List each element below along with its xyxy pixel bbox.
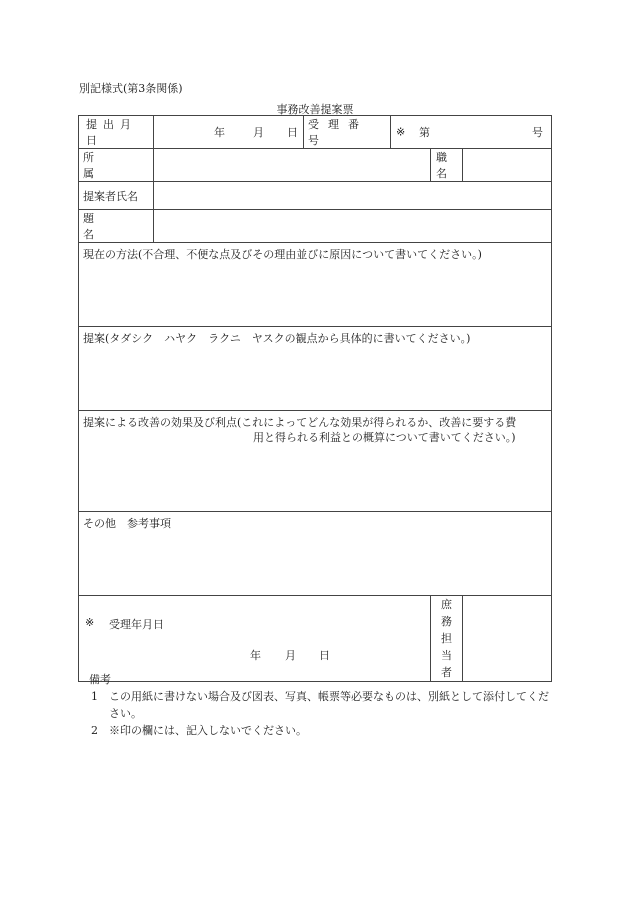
date-day-text: 日 [287,126,298,139]
date-label: 提出月日 [86,118,137,147]
row-subject [79,210,552,243]
staff-field[interactable] [463,596,552,682]
date-month-text: 月 [253,126,264,139]
receipt-day-text: 日 [319,649,330,662]
form-title: 事務改善提案票 [276,103,354,116]
name-label: 提案者氏名 [83,189,138,203]
subject-field[interactable] [154,210,552,243]
form-label: 別記様式(第3条関係) [79,82,183,95]
note-item-1 [79,688,559,722]
staff-char: 担 [441,632,452,645]
note-item-2-num: 2 [91,724,98,737]
receipt-dai-text: 第 [419,126,430,139]
staff-char: 庶 [441,598,452,611]
receipt-date-mark: ※ [85,616,95,629]
current-method-label: 現在の方法(不合理、不便な点及びその理由並びに原因について書いてください。) [83,248,482,261]
position-label-cell [431,149,463,182]
row-date-receipt [79,116,552,149]
position-label: 職名 [436,151,457,180]
other-field[interactable] [79,512,552,596]
name-label-cell [79,182,154,210]
position-field[interactable] [463,149,552,182]
receipt-year-text: 年 [250,649,261,662]
proposal-form-table [78,115,552,682]
notes [79,671,559,739]
note-item-2 [79,722,559,739]
row-current-method [79,243,552,327]
affiliation-label: 所属 [83,151,136,180]
row-other [79,512,552,596]
note-item-1-text: この用紙に書けない場合及び図表、写真、帳票等必要なものは、別紙として添付してください。 [109,690,549,720]
receipt-date-field [79,596,431,682]
row-effect [79,411,552,512]
notes-heading: 備考 [89,673,111,686]
other-label: その他 参考事項 [83,517,171,530]
name-field[interactable] [154,182,552,210]
row-affiliation [79,149,552,182]
staff-char: 務 [441,615,452,628]
receipt-date-label: 受理年月日 [109,618,164,631]
receipt-number-field[interactable] [391,116,552,149]
receipt-go-text: 号 [532,126,543,139]
affiliation-label-cell [79,149,154,182]
receipt-mark: ※ [396,125,406,139]
staff-char: 当 [441,649,452,662]
date-label-cell [79,116,154,149]
receipt-number-label: 受理番号 [308,118,368,147]
effect-field[interactable] [79,411,552,512]
affiliation-field[interactable] [154,149,431,182]
row-proposal [79,327,552,411]
subject-label: 題名 [83,212,136,241]
date-year-text: 年 [214,126,225,139]
receipt-month-text: 月 [285,649,296,662]
staff-char: 者 [441,666,452,679]
receipt-number-label-cell [304,116,391,149]
proposal-field[interactable] [79,327,552,411]
staff-label-cell [431,596,463,682]
proposal-label: 提案(タダシク ハヤク ラクニ ヤスクの観点から具体的に書いてください。) [83,332,471,345]
note-item-2-text: ※印の欄には、記入しないでください。 [109,724,307,737]
subject-label-cell [79,210,154,243]
current-method-field[interactable] [79,243,552,327]
effect-label-line1: 提案による改善の効果及び利点(これによってどんな効果が得られるか、改善に要する費 [83,416,517,429]
row-receipt-date [79,596,552,682]
effect-label-line2: 用と得られる利益との概算について書いてください。) [253,431,516,444]
date-field[interactable] [154,116,304,149]
note-item-1-num: 1 [91,690,98,703]
row-name [79,182,552,210]
